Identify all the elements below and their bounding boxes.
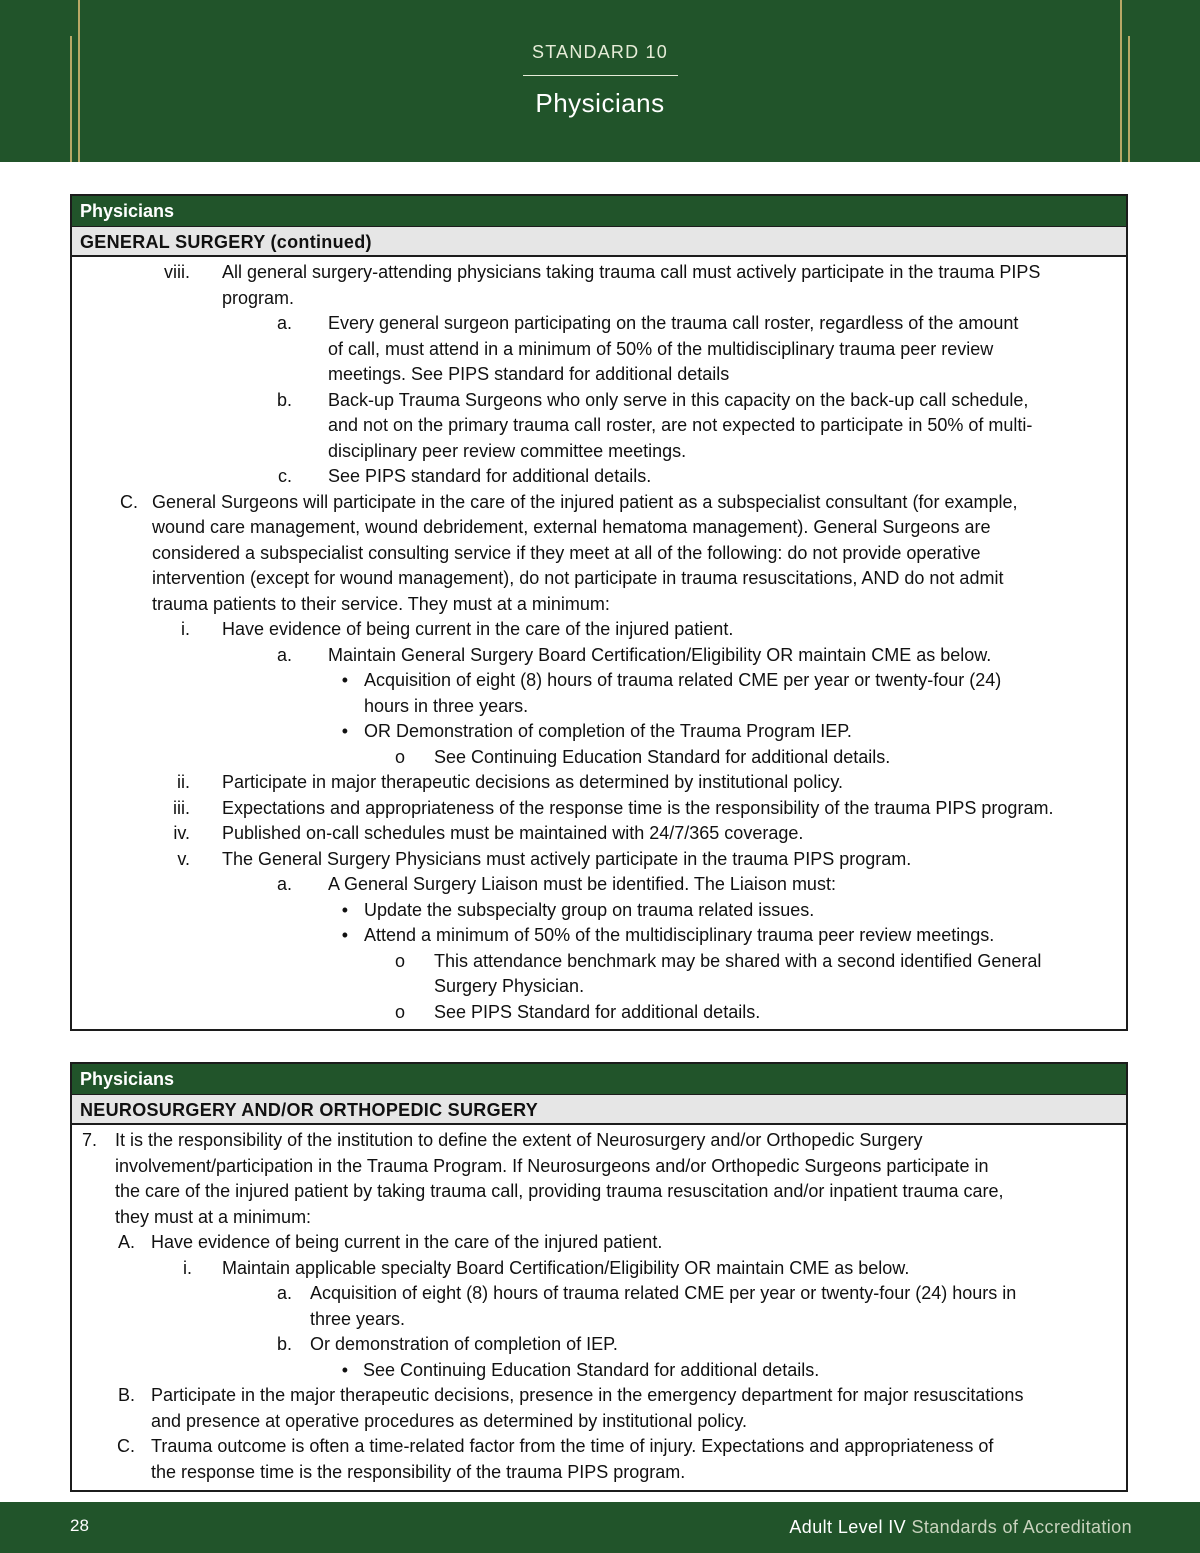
list-item-text: Maintain applicable specialty Board Certification/Eligibility OR maintain CME as below. (222, 1257, 910, 1278)
list-marker: iv. (173, 823, 190, 843)
section-subtitle: GENERAL SURGERY (continued) (72, 227, 1126, 257)
list-marker: • (341, 899, 348, 920)
list-item-text: hours in three years. (364, 695, 529, 716)
list-marker: C. (117, 1436, 135, 1456)
list-item-text: Trauma outcome is often a time-related factor from the time of injury. Expectations and appropriateness of (151, 1436, 994, 1456)
standard-number: STANDARD 10 (532, 42, 668, 62)
list-item-text: Acquisition of eight (8) hours of trauma related CME per year or twenty-four (24) hours in (310, 1283, 1017, 1303)
list-item-text: Back-up Trauma Surgeons who only serve in this capacity on the back-up call schedule, (328, 389, 1029, 410)
list-item-text: Every general surgeon participating on the trauma call roster, regardless of the amount (328, 313, 1019, 333)
page-number: 28 (70, 1516, 89, 1535)
neuro-ortho-section (70, 1062, 1128, 1492)
list-item-text: Have evidence of being current in the care of the injured patient. (222, 619, 734, 639)
list-item-text: General Surgeons will participate in the care of the injured patient as a subspecialist consultant (for example, (152, 491, 1018, 512)
list-item-text: wound care management, wound debridement, external hematoma management). General Surgeons are (152, 517, 991, 537)
publication-title-light: Standards of Accreditation (911, 1517, 1132, 1537)
page-header (0, 0, 1200, 162)
list-marker: • (341, 925, 348, 945)
list-item-text: See Continuing Education Standard for additional details. (363, 1359, 820, 1380)
list-item-text: considered a subspecialist consulting service if they meet at all of the following: do not provide operative (152, 542, 981, 563)
list-marker: b. (276, 389, 292, 410)
list-marker: i. (181, 619, 190, 639)
publication-title-bold: Adult Level IV (789, 1517, 907, 1537)
list-marker: i. (183, 1257, 192, 1278)
list-item-text: Participate in major therapeutic decisions as determined by institutional policy. (222, 772, 843, 792)
list-marker: b. (276, 1334, 292, 1354)
list-marker: viii. (164, 262, 190, 282)
list-item-text: program. (222, 287, 295, 308)
list-marker: o (394, 1001, 405, 1022)
header-divider (523, 75, 678, 76)
list-marker: • (341, 721, 348, 741)
list-marker: v. (177, 848, 190, 869)
list-item-text: involvement/participation in the Trauma Program. If Neurosurgeons and/or Orthopedic Surgeons participate in (115, 1155, 989, 1176)
list-item-text: The General Surgery Physicians must actively participate in the trauma PIPS program. (222, 848, 912, 869)
list-item-text: OR Demonstration of completion of the Trauma Program IEP. (364, 721, 852, 741)
list-marker: A. (117, 1232, 135, 1252)
list-item-text: A General Surgery Liaison must be identified. The Liaison must: (328, 874, 836, 894)
page-footer (0, 1502, 1200, 1553)
section-subtitle: NEUROSURGERY AND/OR ORTHOPEDIC SURGERY (72, 1095, 1126, 1125)
list-item-text: Maintain General Surgery Board Certification/Eligibility OR maintain CME as below. (328, 644, 992, 665)
list-item-text: All general surgery-attending physicians taking trauma call must actively participate in the trauma PIPS (222, 262, 1041, 282)
list-item-text: Published on-call schedules must be maintained with 24/7/365 coverage. (222, 823, 804, 843)
list-item-text: Update the subspecialty group on trauma related issues. (364, 899, 815, 920)
list-item-text: three years. (310, 1308, 406, 1329)
list-marker: a. (276, 1283, 292, 1303)
header-right-inner-line (1120, 0, 1122, 162)
list-item-text: they must at a minimum: (115, 1206, 312, 1227)
list-marker: • (341, 1359, 348, 1380)
list-item-text: It is the responsibility of the institution to define the extent of Neurosurgery and/or Orthopedic Surgery (115, 1130, 923, 1150)
publication-title (789, 1517, 1132, 1538)
list-marker: a. (276, 874, 292, 894)
list-marker: iii. (173, 797, 190, 818)
general-surgery-section (70, 194, 1128, 1031)
list-item-text: and presence at operative procedures as determined by institutional policy. (151, 1410, 748, 1431)
list-marker: C. (120, 491, 138, 512)
list-item-text: and not on the primary trauma call roster, are not expected to participate in 50% of multi- (328, 415, 1033, 435)
list-item-text: trauma patients to their service. They must at a minimum: (152, 593, 610, 614)
list-item-text: This attendance benchmark may be shared with a second identified General (434, 950, 1042, 971)
list-marker: a. (276, 313, 292, 333)
list-item-text: Attend a minimum of 50% of the multidisciplinary trauma peer review meetings. (364, 925, 995, 945)
list-marker: B. (117, 1385, 135, 1405)
list-marker: o (394, 950, 405, 971)
list-item-text: the response time is the responsibility of the trauma PIPS program. (151, 1461, 686, 1482)
header-left-inner-line (78, 0, 80, 162)
list-item-text: Or demonstration of completion of IEP. (310, 1334, 618, 1354)
list-item-text: Expectations and appropriateness of the response time is the responsibility of the trauma PIPS program. (222, 797, 1054, 818)
list-marker: 7. (81, 1130, 97, 1150)
list-marker: • (341, 670, 348, 690)
list-item-text: Have evidence of being current in the care of the injured patient. (151, 1232, 663, 1252)
list-item-text: See PIPS Standard for additional details. (434, 1001, 761, 1022)
list-item-text: Surgery Physician. (434, 976, 585, 996)
list-item-text: Participate in the major therapeutic decisions, presence in the emergency department for major resuscitations (151, 1385, 1024, 1405)
list-marker: ii. (177, 772, 190, 792)
list-marker: o (394, 746, 405, 767)
list-marker: a. (276, 644, 292, 665)
list-item-text: See Continuing Education Standard for additional details. (434, 746, 891, 767)
list-item-text: intervention (except for wound management), do not participate in trauma resuscitations, AND do not admit (152, 568, 1004, 588)
list-marker: c. (277, 466, 292, 486)
section-title: Physicians (72, 1064, 1126, 1095)
list-item-text: meetings. See PIPS standard for additional details (328, 364, 730, 384)
page-title: Physicians (535, 88, 665, 118)
list-item-text: See PIPS standard for additional details. (328, 466, 652, 486)
list-item-text: the care of the injured patient by taking trauma call, providing trauma resuscitation and/or inpatient trauma care, (115, 1181, 1004, 1201)
list-item-text: of call, must attend in a minimum of 50% of the multidisciplinary trauma peer review (328, 338, 994, 359)
section-title: Physicians (72, 196, 1126, 227)
list-item-text: disciplinary peer review committee meetings. (328, 440, 687, 461)
list-item-text: Acquisition of eight (8) hours of trauma related CME per year or twenty-four (24) (364, 670, 1002, 690)
